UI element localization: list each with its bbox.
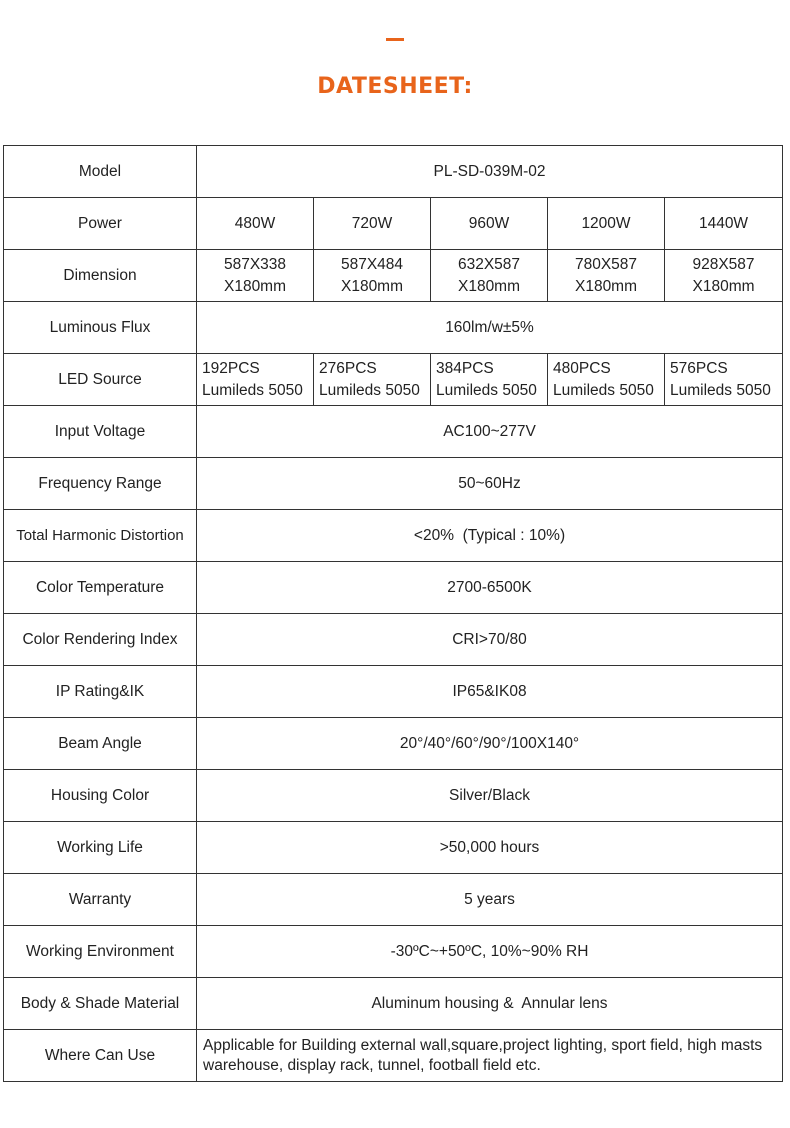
row-value: IP65&IK08: [197, 666, 783, 718]
row-label: Body & Shade Material: [4, 978, 197, 1030]
power-value: 480W: [197, 198, 314, 250]
row-value: 20°/40°/60°/90°/100X140°: [197, 718, 783, 770]
table-row: [4, 562, 783, 614]
led-count: 192PCS: [202, 359, 260, 377]
row-label: Working Environment: [4, 926, 197, 978]
row-label: IP Rating&IK: [4, 666, 197, 718]
dimension-size: 632X587: [457, 255, 521, 273]
dimension-value: [197, 250, 314, 302]
table-row-dimension: [4, 250, 783, 302]
row-value: Aluminum housing & Annular lens: [197, 978, 783, 1030]
row-label: Warranty: [4, 874, 197, 926]
led-count: 384PCS: [436, 359, 494, 377]
table-row-model: [4, 146, 783, 198]
table-row: [4, 874, 783, 926]
row-value: -30ºC~+50ºC, 10%~90% RH: [197, 926, 783, 978]
led-source-value: [665, 354, 783, 406]
dimension-value: [548, 250, 665, 302]
dimension-depth: X180mm: [223, 277, 287, 295]
table-row: [4, 822, 783, 874]
dimension-depth: X180mm: [457, 277, 521, 295]
power-value: 960W: [431, 198, 548, 250]
row-label: LED Source: [4, 354, 197, 406]
table-row: [4, 510, 783, 562]
table-row: [4, 770, 783, 822]
led-type: Lumileds 5050: [319, 381, 420, 399]
table-row-led-source: [4, 354, 783, 406]
row-value: AC100~277V: [197, 406, 783, 458]
table-row-power: [4, 198, 783, 250]
usage-line: warehouse, display rack, tunnel, football field etc.: [203, 1056, 541, 1074]
row-label: Color Rendering Index: [4, 614, 197, 666]
row-label: Beam Angle: [4, 718, 197, 770]
table-row: [4, 978, 783, 1030]
led-source-value: [197, 354, 314, 406]
table-row: [4, 666, 783, 718]
table-row: [4, 406, 783, 458]
row-value: 160lm/w±5%: [197, 302, 783, 354]
led-type: Lumileds 5050: [553, 381, 654, 399]
dimension-depth: X180mm: [692, 277, 755, 295]
dimension-value: [431, 250, 548, 302]
led-count: 480PCS: [553, 359, 611, 377]
row-label: Housing Color: [4, 770, 197, 822]
led-source-value: [314, 354, 431, 406]
power-value: 1200W: [548, 198, 665, 250]
row-label: Frequency Range: [4, 458, 197, 510]
row-label: Working Life: [4, 822, 197, 874]
dimension-size: 587X484: [340, 255, 404, 273]
row-label: Model: [4, 146, 197, 198]
dimension-size: 780X587: [574, 255, 638, 273]
led-source-value: [548, 354, 665, 406]
dimension-value: [314, 250, 431, 302]
power-value: 720W: [314, 198, 431, 250]
row-label: Where Can Use: [4, 1030, 197, 1082]
usage-line: Applicable for Building external wall,square,project lighting, sport field, high masts: [203, 1036, 763, 1054]
row-value: Silver/Black: [197, 770, 783, 822]
table-row: [4, 926, 783, 978]
row-value: <20% (Typical : 10%): [197, 510, 783, 562]
row-label: Color Temperature: [4, 562, 197, 614]
dimension-value: [665, 250, 783, 302]
page-title: DATESHEET:: [317, 74, 473, 99]
dimension-size: 587X338: [223, 255, 287, 273]
row-label: Input Voltage: [4, 406, 197, 458]
table-row: [4, 458, 783, 510]
row-label: Total Harmonic Distortion: [4, 510, 197, 562]
title-accent-bar: [386, 38, 404, 41]
led-type: Lumileds 5050: [670, 381, 771, 399]
table-row-where-can-use: [4, 1030, 783, 1082]
row-value: 50~60Hz: [197, 458, 783, 510]
dimension-size: 928X587: [692, 255, 755, 273]
row-value: 2700-6500K: [197, 562, 783, 614]
row-value: PL-SD-039M-02: [197, 146, 783, 198]
row-value: [197, 1030, 783, 1082]
spec-table: [3, 145, 783, 1082]
led-source-value: [431, 354, 548, 406]
row-value: CRI>70/80: [197, 614, 783, 666]
row-label: Luminous Flux: [4, 302, 197, 354]
power-value: 1440W: [665, 198, 783, 250]
table-row-luminous-flux: [4, 302, 783, 354]
row-label: Power: [4, 198, 197, 250]
dimension-depth: X180mm: [340, 277, 404, 295]
row-value: 5 years: [197, 874, 783, 926]
table-row: [4, 614, 783, 666]
led-type: Lumileds 5050: [202, 381, 303, 399]
dimension-depth: X180mm: [574, 277, 638, 295]
led-count: 276PCS: [319, 359, 377, 377]
row-value: >50,000 hours: [197, 822, 783, 874]
led-count: 576PCS: [670, 359, 728, 377]
table-row: [4, 718, 783, 770]
led-type: Lumileds 5050: [436, 381, 537, 399]
row-label: Dimension: [4, 250, 197, 302]
